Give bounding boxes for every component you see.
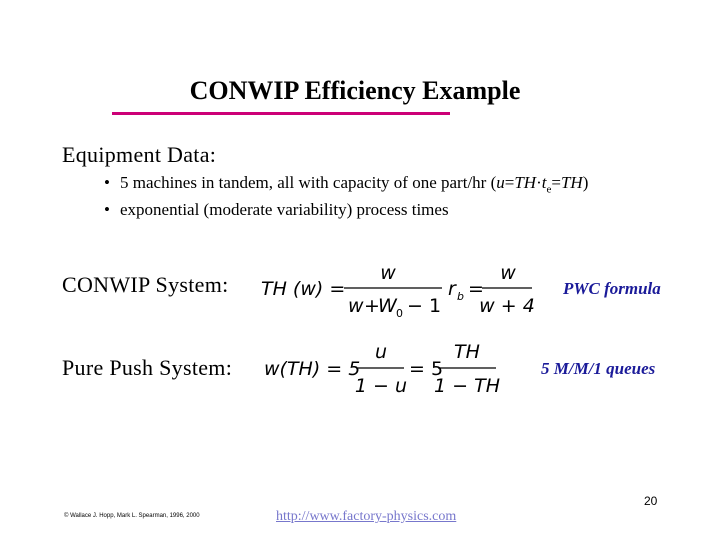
conwip-den1-plus: + [364, 295, 380, 317]
push-eq: = 5 [409, 358, 444, 380]
var-u: u [496, 173, 505, 192]
bullet-variability-text: exponential (moderate variability) process times [120, 200, 449, 219]
conwip-den1-W: W [378, 295, 397, 317]
conwip-eq: = [468, 278, 484, 300]
bullet-icon: • [104, 200, 110, 219]
push-den1: 1 − u [354, 375, 408, 397]
footer-copyright: © Wallace J. Hopp, Mark L. Spearman, 1996, 2000 [64, 513, 200, 519]
mm1-queues-note: 5 M/M/1 queues [541, 359, 656, 378]
conwip-rb: r [448, 278, 456, 300]
pwc-formula-note: PWC formula [563, 279, 661, 298]
conwip-formula [258, 262, 548, 323]
conwip-den1-rest: − 1 [407, 295, 442, 317]
var-t: t [541, 173, 547, 192]
slide-title: CONWIP Efficiency Example [189, 76, 521, 105]
var-th-2: TH [560, 173, 583, 192]
equipment-data-heading: Equipment Data: [62, 142, 217, 167]
var-th-1: TH [514, 173, 537, 192]
conwip-system-heading: CONWIP System: [62, 272, 229, 297]
bullet-capacity-text: 5 machines in tandem, all with capacity of one part/hr ( [120, 173, 497, 192]
title-underline [112, 112, 450, 115]
bullet-capacity [104, 173, 588, 195]
conwip-lhs: TH (w) = [261, 278, 346, 300]
push-formula-svg [262, 340, 502, 398]
conwip-num2: w [500, 262, 516, 284]
push-lhs: w(TH) = 5 [264, 358, 361, 380]
bullet-variability [104, 200, 449, 220]
conwip-den1-w: w [348, 295, 364, 317]
dot-operator: · [536, 173, 542, 192]
equals-1: = [504, 173, 515, 192]
equals-2: = [551, 173, 561, 192]
push-num2: TH [454, 341, 480, 363]
push-den2: 1 − TH [434, 375, 500, 397]
bullet-icon: • [104, 173, 110, 192]
conwip-rb-sub: b [457, 290, 464, 303]
push-formula [262, 340, 502, 403]
factory-physics-link[interactable]: http://www.factory-physics.com [276, 509, 457, 524]
pure-push-heading: Pure Push System: [62, 355, 233, 380]
conwip-num1: w [380, 262, 396, 284]
conwip-den1-sub: 0 [396, 307, 403, 320]
conwip-den2: w + 4 [479, 295, 535, 317]
close-paren: ) [582, 173, 589, 192]
page-number: 20 [644, 494, 658, 508]
conwip-formula-svg [258, 262, 548, 318]
var-t-subscript: e [546, 183, 552, 196]
push-num1: u [374, 341, 388, 363]
